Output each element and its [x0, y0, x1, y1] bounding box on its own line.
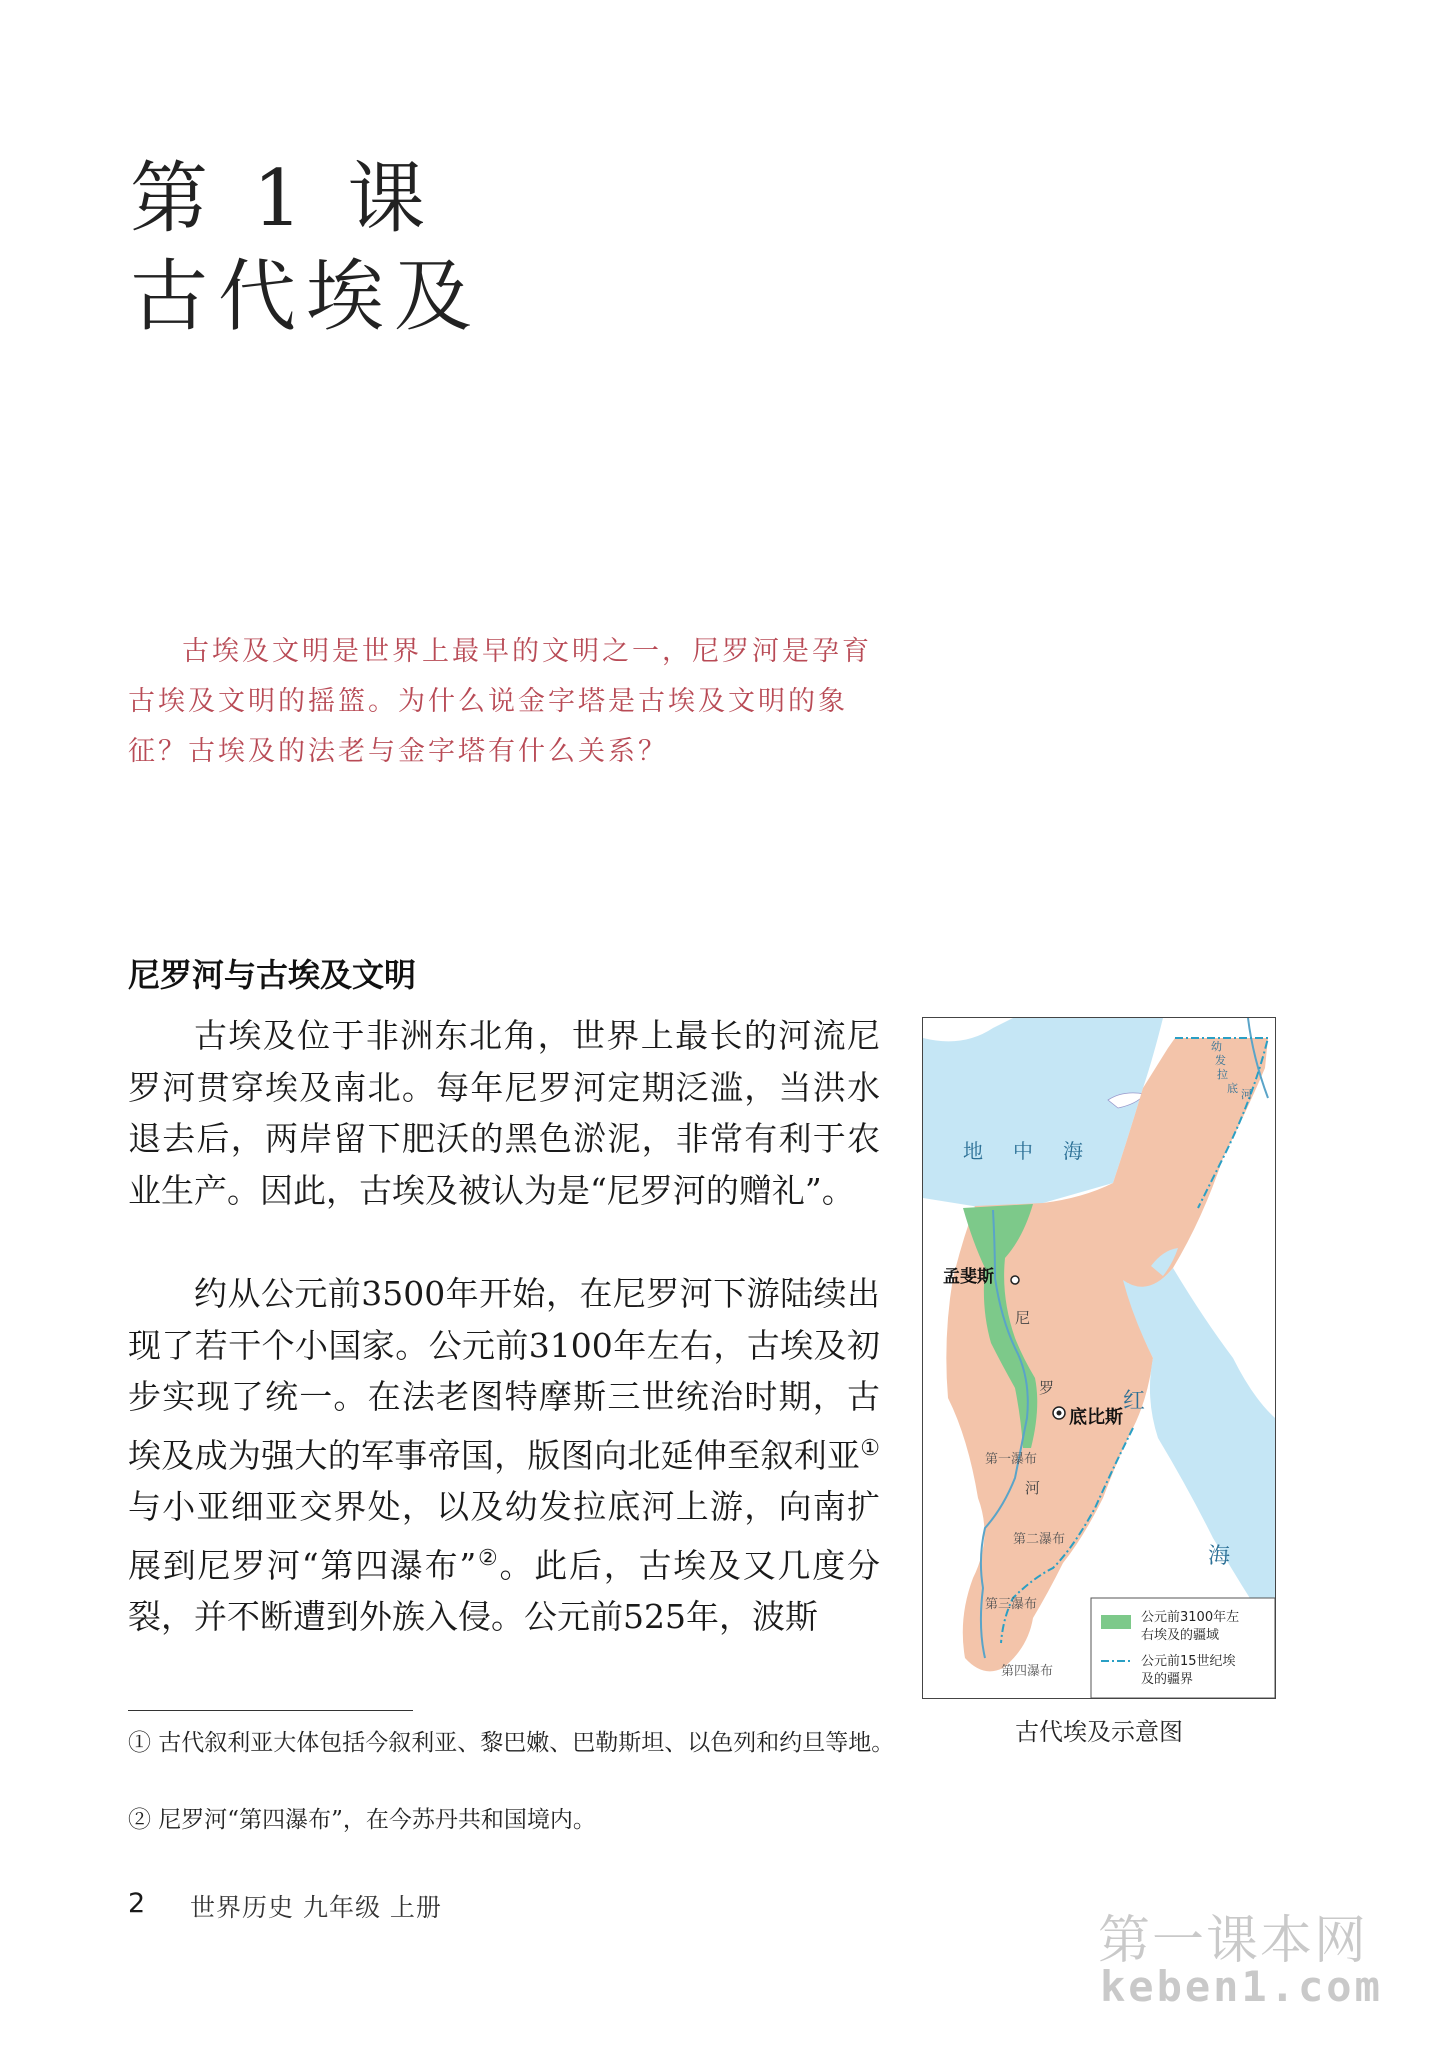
para2-text-c: 。此后，古埃及又几度分裂，并不断遭到外族入侵。公元前525年，波斯: [128, 1545, 880, 1636]
map-svg: [923, 1018, 1275, 1698]
footnote-ref-1[interactable]: ①: [860, 1435, 880, 1461]
legend-blue-text-1: 公元前15世纪埃: [1141, 1654, 1236, 1669]
footnote-2: ② 尼罗河“第四瀑布”，在今苏丹共和国境内。: [128, 1807, 596, 1833]
page-number: 2: [128, 1888, 146, 1919]
legend-green-text-2: 右埃及的疆域: [1141, 1628, 1220, 1643]
legend-green-text-1: 公元前3100年左: [1141, 1610, 1240, 1625]
label-euphrates-1: 幼: [1211, 1040, 1222, 1053]
label-cataract-3: 第三瀑布: [985, 1597, 1038, 1612]
thebes-marker-dot: [1057, 1411, 1062, 1416]
watermark-cn: 第一课本网: [1098, 1911, 1369, 1971]
label-euphrates-2: 发: [1215, 1054, 1226, 1067]
memphis-marker: [1011, 1276, 1019, 1284]
label-nile-2: 罗: [1039, 1379, 1055, 1397]
footnote-1: ① 古代叙利亚大体包括今叙利亚、黎巴嫩、巴勒斯坦、以色列和约旦等地。: [128, 1730, 895, 1756]
label-red-sea-1: 红: [1123, 1389, 1146, 1414]
label-nile-1: 尼: [1015, 1309, 1031, 1327]
ancient-egypt-map: [922, 1017, 1276, 1699]
footnote-ref-2[interactable]: ②: [476, 1545, 500, 1571]
label-euphrates-3: 拉: [1217, 1068, 1228, 1081]
body-paragraph-1: 古埃及位于非洲东北角，世界上最长的河流尼罗河贯穿埃及南北。每年尼罗河定期泛滥，当洪水退去后，两岸留下肥沃的黑色淤泥，非常有利于农业生产。因此，古埃及被认为是“尼罗河的赠礼”。: [128, 1016, 880, 1210]
intro-paragraph: 古埃及文明是世界上最早的文明之一，尼罗河是孕育古埃及文明的摇篮。为什么说金字塔是古埃及文明的象征？古埃及的法老与金字塔有什么关系？: [128, 636, 872, 767]
label-nile-3: 河: [1025, 1479, 1041, 1497]
map-caption: 古代埃及示意图: [1015, 1718, 1183, 1746]
para2-text-a: 约从公元前3500年开始，在尼罗河下游陆续出现了若干个小国家。公元前3100年左右，古埃及初步实现了统一。在法老图特摩斯三世统治时期，古埃及成为强大的军事帝国，版图向北延伸至叙利亚: [128, 1274, 880, 1475]
footnote-divider: [128, 1710, 413, 1711]
body-paragraph-2: [128, 1268, 880, 1643]
label-cataract-1: 第一瀑布: [985, 1452, 1038, 1467]
para2-text-b: 与小亚细亚交界处，以及幼发拉底河上游，向南扩展到尼罗河“第四瀑布”: [128, 1487, 880, 1585]
label-cataract-2: 第二瀑布: [1013, 1532, 1066, 1547]
label-mediterranean-3: 海: [1063, 1139, 1083, 1163]
section-heading: 尼罗河与古埃及文明: [128, 956, 417, 994]
label-mediterranean-1: 地: [963, 1139, 983, 1163]
legend-green-swatch: [1101, 1615, 1131, 1629]
book-title: 世界历史 九年级 上册: [190, 1893, 442, 1922]
label-thebes: 底比斯: [1069, 1407, 1123, 1428]
lesson-title: 古代埃及: [130, 252, 483, 342]
label-euphrates-5: 河: [1241, 1088, 1252, 1101]
label-mediterranean-2: 中: [1013, 1139, 1033, 1163]
label-memphis: 孟斐斯: [943, 1267, 994, 1287]
lesson-number: 第 1 课: [130, 154, 436, 244]
watermark-en: keben1.com: [1100, 1962, 1383, 2011]
label-red-sea-2: 海: [1208, 1544, 1231, 1569]
label-cataract-4: 第四瀑布: [1001, 1664, 1054, 1679]
label-euphrates-4: 底: [1227, 1082, 1238, 1095]
legend-blue-text-2: 及的疆界: [1141, 1672, 1194, 1687]
